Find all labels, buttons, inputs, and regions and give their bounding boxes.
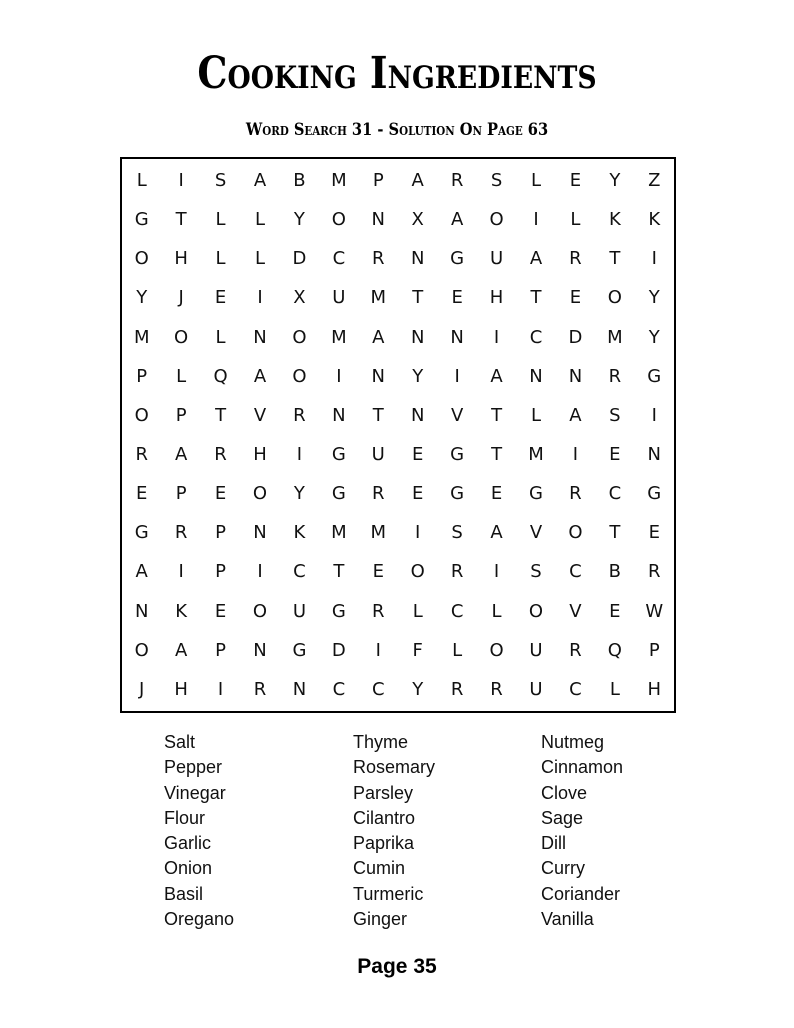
grid-letter: G <box>331 600 346 622</box>
grid-letter: U <box>529 678 543 700</box>
grid-letter: X <box>293 287 306 309</box>
grid-letter: I <box>336 365 342 387</box>
word-list-item: Pepper <box>164 757 223 778</box>
grid-letter: N <box>371 365 385 387</box>
grid-letter: N <box>253 522 267 544</box>
grid-letter: G <box>450 444 465 466</box>
grid-letter: N <box>450 326 464 348</box>
grid-letter: R <box>135 444 148 466</box>
grid-letter: O <box>174 326 189 348</box>
grid-letter: S <box>214 170 227 192</box>
word-list-item: Onion <box>164 858 213 879</box>
grid-letter: C <box>569 561 582 583</box>
grid-letter: C <box>569 678 582 700</box>
grid-letter: C <box>332 678 346 700</box>
grid-letter: I <box>296 444 303 466</box>
grid-letter: R <box>569 639 582 661</box>
grid-letter: Y <box>136 287 148 309</box>
grid-letter: L <box>412 600 423 622</box>
grid-letter: Y <box>609 170 621 192</box>
grid-letter: E <box>412 483 424 505</box>
grid-letter: N <box>371 209 385 231</box>
grid-letter: O <box>252 600 268 622</box>
word-list-column-2 <box>353 730 435 932</box>
grid-letter: Y <box>648 287 660 309</box>
grid-letter: I <box>257 287 263 309</box>
grid-letter: R <box>490 678 503 700</box>
grid-letter: A <box>490 522 503 544</box>
grid-letter: O <box>568 522 583 544</box>
grid-letter: N <box>410 404 425 426</box>
grid-letter: M <box>331 522 347 544</box>
grid-letter: A <box>490 365 503 387</box>
word-list-item: Parsley <box>353 782 414 803</box>
grid-letter: E <box>451 287 463 309</box>
grid-letter: R <box>174 522 188 544</box>
grid-letter: N <box>134 600 149 622</box>
grid-letter: C <box>293 561 306 583</box>
grid-letter: N <box>253 639 267 661</box>
grid-letter: G <box>529 483 543 505</box>
grid-letter: P <box>215 561 226 583</box>
grid-letter: K <box>608 209 621 231</box>
word-list-item: Vinegar <box>164 782 226 803</box>
grid-letter: A <box>411 170 424 192</box>
puzzle-subtitle: Word Search 31 - Solution On Page 63 <box>245 120 549 140</box>
grid-letter: G <box>134 209 149 231</box>
grid-letter: O <box>134 404 149 426</box>
grid-letter: L <box>215 248 226 270</box>
grid-letter: P <box>175 404 187 426</box>
grid-letter: O <box>252 483 268 505</box>
grid-letter: V <box>253 404 267 426</box>
grid-letter: L <box>254 209 265 231</box>
grid-letter: M <box>331 170 347 192</box>
grid-letter: L <box>452 639 463 661</box>
grid-letter: U <box>529 639 543 661</box>
grid-letter: P <box>215 639 226 661</box>
grid-letter: N <box>332 404 346 426</box>
grid-letter: V <box>569 600 582 622</box>
grid-letter: T <box>333 561 345 583</box>
grid-letter: A <box>450 209 464 231</box>
grid-letter: I <box>257 561 263 583</box>
grid-letter: P <box>136 365 148 387</box>
grid-letter: S <box>451 522 463 544</box>
grid-letter: C <box>450 600 464 622</box>
grid-letter: A <box>135 561 148 583</box>
grid-letter: T <box>609 522 621 544</box>
grid-letter: U <box>332 287 346 309</box>
word-list-item: Ginger <box>353 909 408 930</box>
grid-letter: K <box>293 522 306 544</box>
grid-letter: R <box>293 404 306 426</box>
grid-letter: O <box>292 365 307 387</box>
grid-letter: I <box>217 678 224 700</box>
grid-letter: I <box>651 248 657 270</box>
grid-letter: O <box>134 248 149 270</box>
grid-letter: A <box>372 326 385 348</box>
word-list-item: Cumin <box>353 858 406 879</box>
word-list-item: Cinnamon <box>541 757 624 778</box>
grid-letter: A <box>529 248 543 270</box>
grid-letter: M <box>607 326 623 348</box>
grid-letter: M <box>370 522 387 544</box>
word-list-item: Thyme <box>353 732 409 752</box>
grid-letter: G <box>450 483 465 505</box>
grid-letter: C <box>371 678 385 700</box>
grid-letter: G <box>292 639 307 661</box>
grid-letter: R <box>608 365 622 387</box>
grid-letter: R <box>450 170 464 192</box>
grid-letter: L <box>215 326 226 348</box>
grid-letter: Y <box>293 209 305 231</box>
grid-letter: T <box>215 404 227 426</box>
word-list-item: Flour <box>164 807 206 828</box>
grid-letter: M <box>133 326 150 348</box>
word-list-item: Vanilla <box>541 909 594 930</box>
grid-letter: G <box>134 522 149 544</box>
grid-letter: E <box>569 287 582 309</box>
grid-letter: C <box>332 248 346 270</box>
grid-letter: O <box>292 326 307 348</box>
page-number: Page 35 <box>357 955 437 978</box>
grid-letter: P <box>648 639 660 661</box>
grid-letter: Y <box>412 678 424 700</box>
word-list-item: Dill <box>541 833 566 854</box>
grid-letter: G <box>331 483 346 505</box>
grid-letter: E <box>214 287 227 309</box>
grid-letter: N <box>410 248 425 270</box>
grid-letter: E <box>214 483 227 505</box>
grid-letter: Q <box>213 365 228 387</box>
grid-letter: J <box>139 678 145 700</box>
word-list-item: Clove <box>541 782 588 803</box>
word-list-column-1 <box>164 730 234 932</box>
grid-letter: Q <box>607 639 622 661</box>
grid-letter: G <box>647 483 662 505</box>
grid-letter: P <box>372 170 384 192</box>
grid-letter: M <box>370 287 387 309</box>
word-list-item: Curry <box>541 858 585 879</box>
grid-letter: O <box>489 209 504 231</box>
grid-letter: H <box>647 678 662 700</box>
grid-letter: N <box>529 365 543 387</box>
grid-letter: T <box>609 248 621 270</box>
grid-letter: O <box>528 600 544 622</box>
grid-letter: A <box>253 170 267 192</box>
grid-letter: A <box>253 365 267 387</box>
word-list-item: Coriander <box>541 883 621 904</box>
grid-letter: N <box>410 326 425 348</box>
page-title: Cooking Ingredients <box>197 48 597 99</box>
grid-letter: E <box>648 522 660 544</box>
grid-letter: U <box>292 600 307 622</box>
grid-letter: J <box>178 287 184 309</box>
grid-letter: H <box>174 248 188 270</box>
grid-letter: B <box>293 170 306 192</box>
grid-letter: F <box>412 639 423 661</box>
grid-letter: P <box>175 483 187 505</box>
grid-letter: E <box>214 600 227 622</box>
grid-letter: A <box>174 444 188 466</box>
grid-letter: L <box>609 678 620 700</box>
grid-letter: O <box>331 209 346 231</box>
grid-letter: I <box>415 522 421 544</box>
grid-letter: L <box>491 600 502 622</box>
grid-letter: E <box>569 170 582 192</box>
word-list-item: Cilantro <box>353 807 416 828</box>
grid-letter: R <box>648 561 661 583</box>
grid-letter: V <box>529 522 543 544</box>
grid-letter: D <box>331 639 346 661</box>
grid-letter: R <box>569 483 582 505</box>
grid-letter: T <box>530 287 542 309</box>
word-list-item: Garlic <box>164 833 212 854</box>
grid-letter: I <box>651 404 657 426</box>
grid-letter: P <box>215 522 226 544</box>
word-search-grid <box>120 157 676 713</box>
grid-letter: M <box>528 444 544 466</box>
grid-letter: U <box>371 444 385 466</box>
grid-letter: H <box>174 678 188 700</box>
grid-letter: R <box>450 561 464 583</box>
grid-letter: L <box>530 404 541 426</box>
grid-letter: H <box>253 444 267 466</box>
grid-letter: Y <box>293 483 305 505</box>
grid-letter: L <box>176 365 187 387</box>
grid-letter: O <box>410 561 425 583</box>
grid-letter: A <box>174 639 188 661</box>
grid-letter: E <box>136 483 148 505</box>
word-list-item: Oregano <box>164 909 235 930</box>
grid-letter: Y <box>648 326 660 348</box>
grid-letter: D <box>292 248 307 270</box>
grid-letter: T <box>491 444 503 466</box>
grid-letter: Y <box>412 365 424 387</box>
grid-letter: C <box>529 326 543 348</box>
grid-letter: B <box>608 561 622 583</box>
grid-letter: T <box>412 287 424 309</box>
grid-letter: N <box>292 678 307 700</box>
word-list-column-3 <box>541 730 623 932</box>
grid-letter: R <box>372 248 385 270</box>
grid-letter: S <box>490 170 503 192</box>
grid-letter: S <box>609 404 621 426</box>
grid-letter: E <box>412 444 424 466</box>
grid-letter: R <box>450 678 464 700</box>
grid-letter: W <box>645 600 664 622</box>
grid-letter: R <box>569 248 582 270</box>
grid-letter: T <box>175 209 187 231</box>
grid-letter: T <box>491 404 503 426</box>
grid-letter: I <box>572 444 579 466</box>
grid-letter: E <box>490 483 503 505</box>
word-list-item: Basil <box>164 883 204 904</box>
word-list-item: Paprika <box>353 833 415 854</box>
grid-letter: R <box>372 483 385 505</box>
grid-letter: R <box>253 678 267 700</box>
grid-letter: N <box>647 444 661 466</box>
grid-letter: O <box>489 639 504 661</box>
grid-letter: G <box>450 248 465 270</box>
grid-letter: U <box>489 248 504 270</box>
grid-letter: L <box>254 248 265 270</box>
word-list-item: Turmeric <box>353 883 424 904</box>
grid-letter: K <box>175 600 188 622</box>
grid-letter: E <box>609 444 621 466</box>
grid-letter: K <box>648 209 661 231</box>
grid-letter: N <box>568 365 583 387</box>
word-list-item: Salt <box>164 732 196 752</box>
grid-letter: H <box>489 287 504 309</box>
grid-letter: R <box>372 600 385 622</box>
word-list-item: Sage <box>541 807 584 828</box>
grid-letter: C <box>608 483 622 505</box>
grid-letter: G <box>647 365 662 387</box>
grid-letter: A <box>569 404 582 426</box>
grid-letter: O <box>134 639 149 661</box>
grid-letter: T <box>372 404 384 426</box>
grid-letter: L <box>530 170 541 192</box>
word-list-item: Rosemary <box>353 757 436 778</box>
grid-letter: D <box>568 326 583 348</box>
grid-letter: I <box>375 639 381 661</box>
grid-letter: E <box>609 600 621 622</box>
grid-letter: V <box>450 404 464 426</box>
grid-letter: L <box>570 209 581 231</box>
grid-letter: R <box>214 444 227 466</box>
grid-letter: L <box>215 209 226 231</box>
grid-letter: I <box>178 561 184 583</box>
grid-letter: E <box>372 561 384 583</box>
grid-letter: S <box>530 561 542 583</box>
grid-letter: O <box>607 287 622 309</box>
grid-letter: I <box>493 561 500 583</box>
grid-letter: G <box>331 444 346 466</box>
grid-letter: L <box>136 170 147 192</box>
grid-letter: I <box>533 209 539 231</box>
grid-letter: N <box>253 326 267 348</box>
grid-letter: I <box>178 170 184 192</box>
grid-letter: M <box>331 326 347 348</box>
grid-letter: X <box>411 209 424 231</box>
grid-letter: Z <box>648 170 661 192</box>
word-list-item: Nutmeg <box>541 732 605 752</box>
grid-letter: I <box>493 326 500 348</box>
grid-letter: I <box>454 365 460 387</box>
